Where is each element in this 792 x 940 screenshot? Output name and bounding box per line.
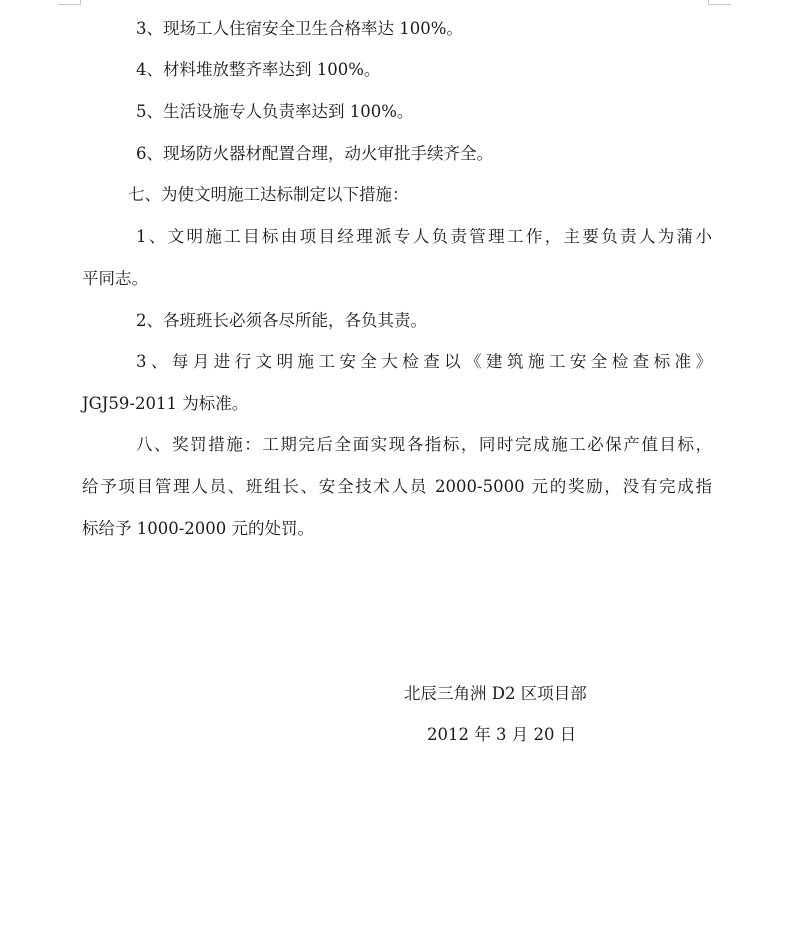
signature-date: 2012 年 3 月 20 日 <box>427 725 577 744</box>
measure-1-line-2: 平同志。 <box>82 269 148 288</box>
measure-3-line-1: 3、每月进行文明施工安全大检查以《建筑施工安全检查标准》 <box>136 352 712 371</box>
measure-3-line-2: JGJ59-2011 为标准。 <box>82 394 249 413</box>
section-7-heading: 七、为使文明施工达标制定以下措施： <box>128 185 409 204</box>
crop-mark-top-right <box>708 0 731 5</box>
goal-item-3: 3、现场工人住宿安全卫生合格率达 100%。 <box>136 19 463 38</box>
section-8-line-2: 给予项目管理人员、班组长、安全技术人员 2000-5000 元的奖励，没有完成指 <box>82 477 712 496</box>
section-8-line-3: 标给予 1000-2000 元的处罚。 <box>82 519 315 538</box>
section-8-line-1: 八、奖罚措施：工期完后全面实现各指标，同时完成施工必保产值目标， <box>136 435 712 454</box>
measure-2: 2、各班班长必须各尽所能，各负其责。 <box>136 311 427 330</box>
crop-mark-top-left <box>58 0 81 5</box>
measure-1-line-1: 1、文明施工目标由项目经理派专人负责管理工作，主要负责人为蒲小 <box>136 227 712 246</box>
goal-item-5: 5、生活设施专人负责率达到 100%。 <box>136 102 414 121</box>
signature-organization: 北辰三角洲 D2 区项目部 <box>404 684 587 703</box>
goal-item-6: 6、现场防火器材配置合理，动火审批手续齐全。 <box>136 144 493 163</box>
goal-item-4: 4、材料堆放整齐率达到 100%。 <box>136 60 381 79</box>
